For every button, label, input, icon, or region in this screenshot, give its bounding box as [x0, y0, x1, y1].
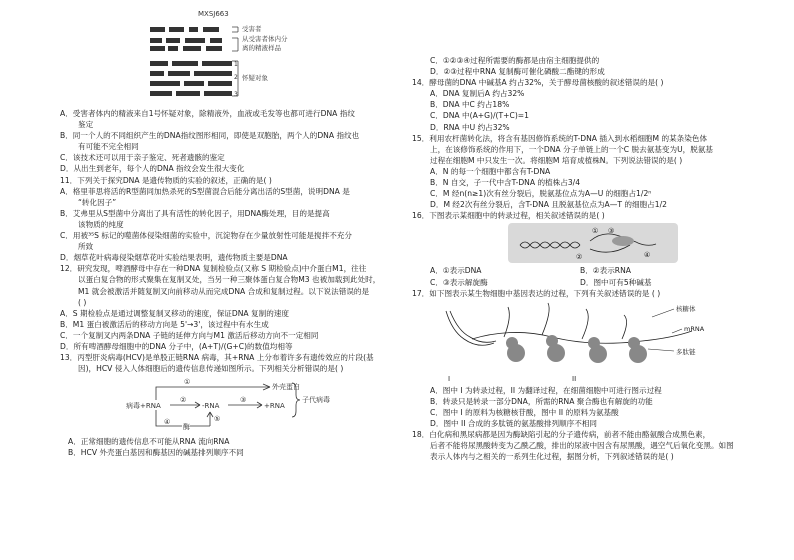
q10-option-a-cont: 鉴定 — [78, 120, 94, 130]
q10-option-b-cont: 有可能不完全相同 — [78, 142, 139, 152]
suspect-3: 3 — [234, 91, 238, 98]
q15-option-b: B．N 自交，子一代中含T-DNA 的植株占3/4 — [430, 178, 581, 188]
flow-step-5: ⑤ — [214, 415, 221, 424]
q18-stem-1: 18．白化病和黑尿病都是因为酶缺陷引起的分子遗传病，前者不能由酪氨酸合成黑色素， — [412, 430, 711, 440]
question-11 — [60, 175, 402, 264]
q14-option-a: A．DNA 复制后A 约占32% — [430, 89, 525, 99]
expression-strands — [446, 303, 692, 345]
q12-option-b: B．M1 蛋白被激活后的移动方向是 5'→3'，该过程中有水生成 — [60, 319, 269, 329]
flow-coat-protein: 外壳蛋白 — [272, 383, 300, 392]
q11-option-d: D．烟草花叶病毒侵染烟草花叶实验结果表明，遗传物质主要是DNA — [60, 253, 288, 263]
suspect-1: 1 — [234, 61, 238, 68]
q11-option-c-cont: 所致 — [78, 242, 94, 252]
q13-stem-1: 13．丙型肝炎病毒(HCV)是单股正链RNA 病毒，其+RNA 上分布着许多有遗传效应的片段(基 — [60, 353, 374, 363]
gel-label-evidence: 从受害者体内分 — [242, 35, 288, 43]
q15-stem-1: 15．利用农杆菌转化法，将含有基因修饰系统的T-DNA 插入到水稻细胞M 的某条染色体 — [412, 133, 708, 143]
question-13 — [60, 352, 402, 374]
q15-option-d: D．M 经2次有丝分裂后，含T-DNA 且脱氨基位点为A—T 的细胞占1/2 — [430, 200, 667, 210]
q11-option-a: A．格里菲思将活的R型菌同加热杀死的S型菌混合后能分离出活的S型菌，说明DNA 是 — [60, 186, 350, 196]
q14-option-b: B．DNA 中C 约占18% — [430, 100, 510, 110]
q11-option-b-cont: 该物质的纯度 — [78, 219, 124, 229]
q13-stem-2: 因)，HCV 侵入人体细胞后的遗传信息传递如图所示。下列相关分析错误的是( ) — [78, 364, 344, 374]
q14-stem: 14．酵母菌的DNA 中碱基A 约占32%，关于酵母菌核酸的叙述错误的是( ) — [412, 78, 664, 88]
q10-option-a: A．受害者体内的精液来自1号怀疑对象，除精液外，血液或毛发等也都可进行DNA 指纹 — [60, 109, 355, 118]
q13-options-continued — [412, 55, 750, 77]
q17-option-c: C．图中 I 的原料为核糖核苷酸，图中 II 的原料为氨基酸 — [430, 407, 619, 417]
q14-option-c: C．DNA 中(A+G)/(T+C)=1 — [430, 111, 529, 121]
q13-option-d: D．②③过程中RNA 复制酶可催化磷酸二酯键的形成 — [430, 67, 605, 77]
question-17 — [412, 288, 750, 429]
q10-option-c: C．该技术还可以用于亲子鉴定、死者遗骸的鉴定 — [60, 153, 225, 163]
q18-stem-3: 表示人体内与之相关的一系列生化过程，据图分析，下列叙述错误的是( ) — [430, 452, 674, 462]
ribosomes — [506, 335, 647, 363]
fig16-label-2: ② — [576, 253, 583, 262]
fig16-label-3: ③ — [608, 227, 615, 236]
q12-option-c: C．一个复制叉内两条DNA 子链的延伸方向与M1 激活后移动方向不一定相同 — [60, 330, 319, 340]
gel-svg — [60, 0, 402, 108]
flow-step-4: ④ — [164, 418, 171, 427]
flow-step-3: ③ — [240, 396, 247, 405]
hcv-flow-diagram — [60, 374, 402, 436]
q14-option-d: D．RNA 中U 约占32% — [430, 122, 510, 132]
q13-option-b: B．HCV 外壳蛋白基因和酶基因的碱基排列顺序不同 — [68, 448, 244, 458]
q13-options — [60, 436, 402, 458]
q16-option-b: B．②表示RNA — [580, 266, 631, 276]
gel-label-suspects: 怀疑对象 — [242, 74, 268, 82]
transcription-figure — [412, 221, 750, 265]
fig17-mrna-label: mRNA — [684, 324, 705, 333]
q10-option-d: D．从出生到老年，每个人的DNA 指纹会发生很大变化 — [60, 164, 245, 174]
question-12 — [60, 263, 402, 352]
left-column — [60, 0, 402, 458]
q10-option-b: B．同一个人的不同组织产生的DNA指纹图形相同，即使是双胞胎，两个人的DNA 指纹也 — [60, 131, 360, 141]
q17-option-d: D．图中 II 合成的多肽链的氨基酸排列顺序不相同 — [430, 418, 598, 428]
q16-option-c: C．③表示解旋酶 — [430, 277, 488, 287]
fig16-label-1: ① — [592, 227, 599, 236]
q12-stem-4: ( ) — [78, 297, 87, 307]
flow-plus-rna: +RNA — [264, 402, 285, 411]
q16-options-row-1 — [412, 265, 750, 276]
polymerase-shape — [612, 236, 634, 246]
suspect-2: 2 — [234, 74, 238, 81]
q12-stem-2: 以蛋白复合物的形式聚集在复制叉处，当另一种三聚体蛋白复合物M3 也被加载到此处时， — [78, 275, 381, 285]
q16-stem: 16．下图表示某细胞中的转录过程，相关叙述错误的是( ) — [412, 211, 605, 221]
q17-option-a: A．图中 I 为转录过程，II 为翻译过程，在细菌细胞中可进行图示过程 — [430, 385, 662, 395]
gene-expression-figure — [412, 299, 750, 385]
flow-step-1: ① — [184, 378, 191, 387]
q17-stem: 17．如下图表示某生物细胞中基因表达的过程，下列有关叙述错误的是 ( ) — [412, 288, 661, 298]
fig17-peptide-label: 多肽链 — [676, 347, 696, 356]
dna-fingerprint-figure — [60, 0, 402, 108]
question-14 — [412, 77, 750, 132]
q15-stem-2: 上，在该修饰系统的作用下，一个DNA 分子单链上的一个C 脱去氨基变为U，脱氨基 — [430, 144, 714, 154]
q18-stem-2: 后者不能将尿黑酸转变为乙酰乙酸，排出的尿液中因含有尿黑酸，遇空气后氧化变黑。如图 — [430, 441, 734, 451]
q17-option-b: B．转录只是转录一部分DNA，所需的RNA 聚合酶也有解旋的功能 — [430, 396, 653, 406]
q12-option-d: D．所有啤酒酵母细胞中的DNA 分子中，(A+T)/(G+C)的数值均相等 — [60, 341, 293, 351]
fig17-roman-1: I — [448, 374, 451, 383]
question-18 — [412, 429, 750, 462]
gel-label-victim: 受害者 — [242, 25, 262, 33]
q13-option-c: C．①②③④过程所需要的酶都是由宿主细胞提供的 — [430, 56, 600, 65]
q11-option-c: C．用被³⁵S 标记的噬菌体侵染细菌的实验中，沉淀物存在少量放射性可能是搅拌不充分 — [60, 231, 352, 241]
flow-enzyme: 酶 — [183, 423, 190, 432]
q12-option-a: A．S 期检验点是通过调整复制叉移动的速度，保证DNA 复制的速度 — [60, 308, 289, 318]
q12-stem-1: 12．研究发现，啤酒酵母中存在一种DNA 复制检验点(又称 S 期检验点)中介蛋白M1，往往 — [60, 264, 367, 274]
q11-stem: 11．下列关于探究DNA 是遗传物质的实验的叙述，正确的是( ) — [60, 175, 272, 185]
q11-option-b: B．艾弗里从S型菌中分离出了具有活性的转化因子，用DNA酶处理，目的是提高 — [60, 208, 330, 218]
fig17-roman-2: II — [572, 374, 577, 383]
q16-option-a: A．①表示DNA — [430, 266, 482, 276]
q16-options-row-2 — [412, 277, 750, 288]
flow-virus-rna: 病毒+RNA — [126, 402, 161, 411]
q15-option-a: A．N 的每一个细胞中都含有T-DNA — [430, 166, 551, 176]
question-16 — [412, 210, 750, 287]
gel-bands — [150, 27, 232, 96]
fig16-label-4: ④ — [644, 251, 651, 260]
flow-step-2: ② — [180, 396, 187, 405]
q12-stem-3: M1 就会被激活并随复制叉向前移动从而完成DNA 合成和复制过程。以下说法错误的是 — [78, 286, 370, 296]
q15-stem-3: 过程在细胞M 中只发生一次。将细胞M 培育成植株N。下列说法错误的是( ) — [430, 155, 683, 165]
flow-progeny: 子代病毒 — [302, 396, 330, 405]
label-leaders — [648, 309, 682, 351]
flow-minus-rna: -RNA — [202, 402, 220, 411]
transcription-svg — [412, 221, 750, 265]
gel-title: MXSJ663 — [198, 10, 229, 18]
right-column — [412, 0, 750, 462]
q13-option-a: A．正常细胞的遗传信息不可能从RNA 流向RNA — [68, 437, 230, 447]
q10-options — [60, 108, 402, 175]
question-15 — [412, 133, 750, 211]
gene-expression-svg — [412, 299, 750, 385]
gel-label-evidence-2: 离的精液样品 — [242, 44, 281, 52]
q16-option-d: D．图中可有5种碱基 — [580, 277, 652, 287]
q11-option-a-cont: “转化因子” — [78, 197, 117, 207]
q15-option-c: C．M 经n(n≥1)次有丝分裂后，脱氨基位点为A—U 的细胞占1/2ⁿ — [430, 189, 652, 199]
hcv-flow-svg — [60, 374, 402, 436]
fig17-ribosome-label: 核糖体 — [676, 304, 696, 313]
